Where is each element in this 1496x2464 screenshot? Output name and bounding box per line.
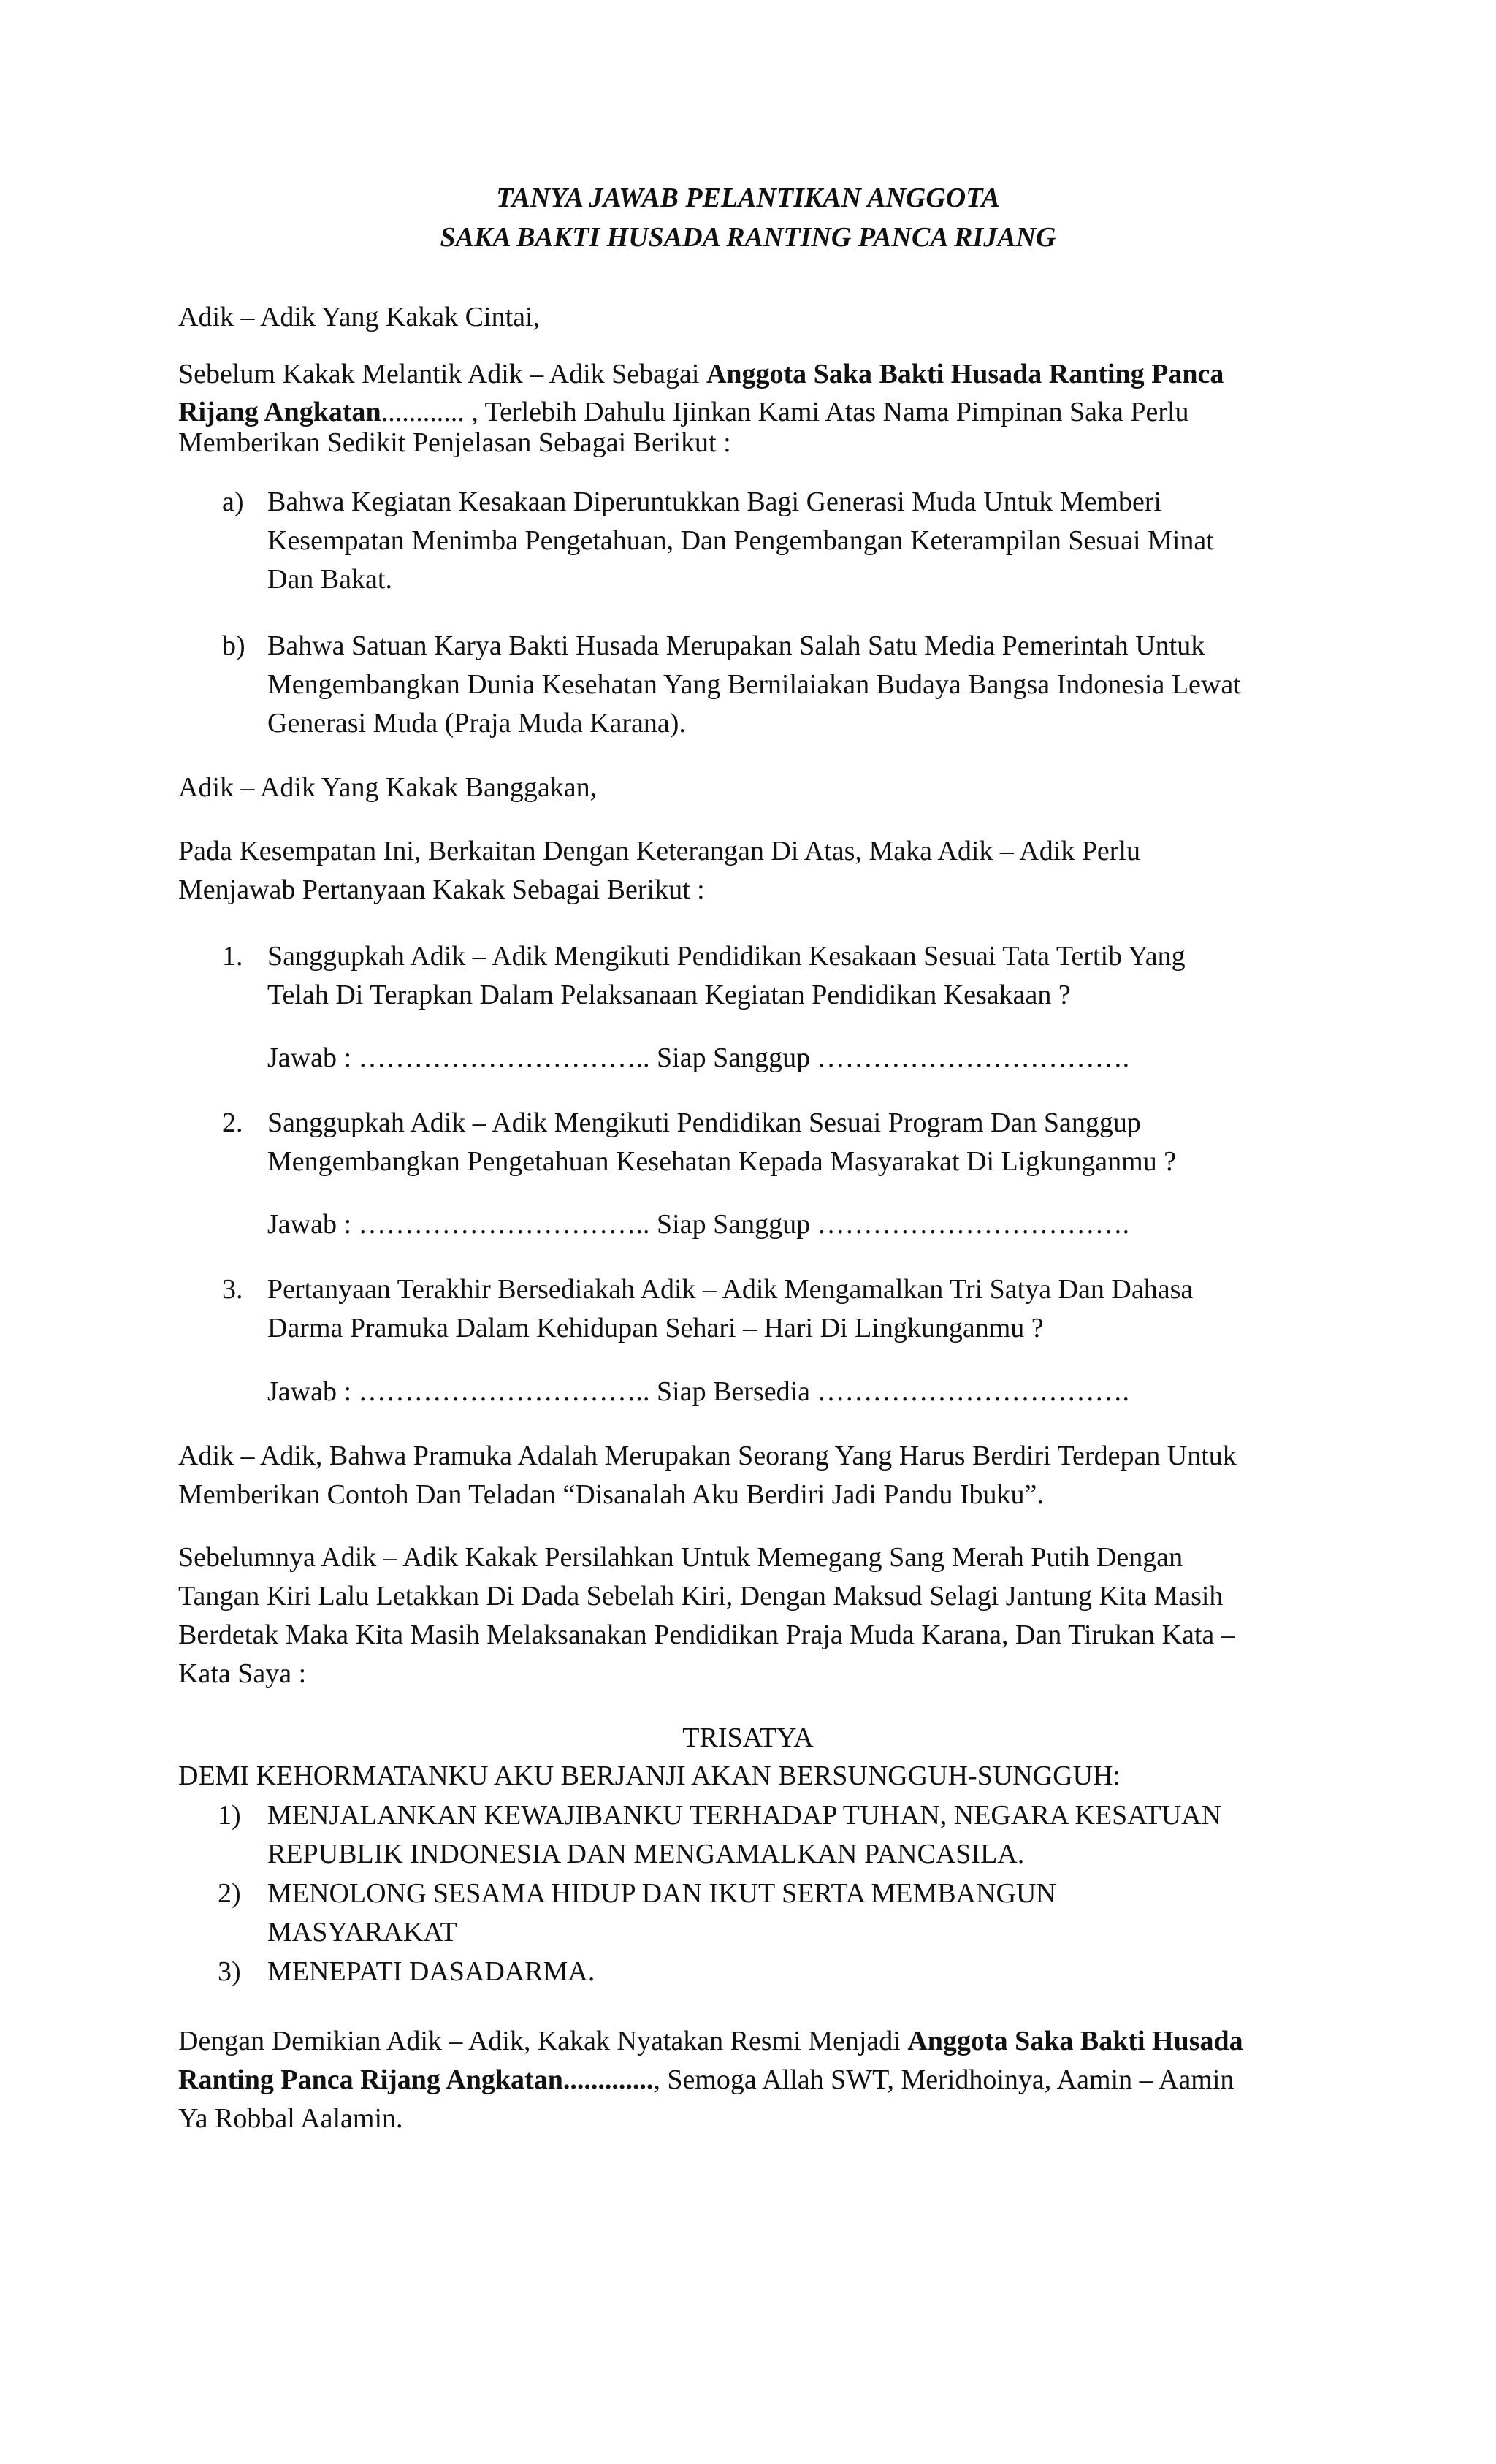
point-a-line-2: Kesempatan Menimba Pengetahuan, Dan Pengembangan Keterampilan Sesuai Minat — [267, 525, 1214, 556]
point-a-marker: a) — [222, 487, 244, 517]
trisatya-1-marker: 1) — [218, 1800, 241, 1831]
closing-text: Dengan Demikian Adik – Adik, Kakak Nyatakan Resmi Menjadi — [178, 2026, 908, 2056]
pramuka-line-2: Memberikan Contoh Dan Teladan “Disanalah Aku Berdiri Jadi Pandu Ibuku”. — [178, 1479, 1044, 1510]
closing-line-3: Ya Robbal Aalamin. — [178, 2103, 403, 2134]
intro-text: ............ , Terlebih Dahulu Ijinkan Kami Atas Nama Pimpinan Saka Perlu — [381, 397, 1189, 427]
question-3-line-1: Pertanyaan Terakhir Bersediakah Adik – Adik Mengamalkan Tri Satya Dan Dahasa — [267, 1274, 1194, 1305]
point-b-line-1: Bahwa Satuan Karya Bakti Husada Merupakan Salah Satu Media Pemerintah Untuk — [267, 630, 1205, 661]
question-1-answer: Jawab : ………………………….. Siap Sanggup ……………………………. — [267, 1042, 1130, 1073]
greeting-cintai: Adik – Adik Yang Kakak Cintai, — [178, 302, 541, 332]
trisatya-2-marker: 2) — [218, 1878, 241, 1909]
question-2-marker: 2. — [222, 1107, 243, 1138]
questions-intro-line-2: Menjawab Pertanyaan Kakak Sebagai Berikut : — [178, 874, 705, 905]
question-1-line-2: Telah Di Terapkan Dalam Pelaksanaan Kegiatan Pendidikan Kesakaan ? — [267, 980, 1071, 1010]
instruction-line-1: Sebelumnya Adik – Adik Kakak Persilahkan Untuk Memegang Sang Merah Putih Dengan — [178, 1542, 1183, 1573]
intro-line-1 — [178, 355, 1224, 394]
question-2-line-1: Sanggupkah Adik – Adik Mengikuti Pendidikan Sesuai Program Dan Sanggup — [267, 1107, 1141, 1138]
question-2-line-2: Mengembangkan Pengetahuan Kesehatan Kepada Masyarakat Di Ligkunganmu ? — [267, 1146, 1177, 1177]
instruction-line-2: Tangan Kiri Lalu Letakkan Di Dada Sebelah Kiri, Dengan Maksud Selagi Jantung Kita Masih — [178, 1581, 1224, 1611]
trisatya-oath: DEMI KEHORMATANKU AKU BERJANJI AKAN BERSUNGGUH-SUNGGUH: — [178, 1761, 1121, 1791]
trisatya-3-line-1: MENEPATI DASADARMA. — [267, 1956, 595, 1987]
closing-bold-text: Ranting Panca Rijang Angkatan............. — [178, 2064, 654, 2095]
closing-line-2 — [178, 2061, 1234, 2099]
greeting-banggakan: Adik – Adik Yang Kakak Banggakan, — [178, 772, 598, 803]
point-b-marker: b) — [222, 630, 245, 661]
instruction-line-4: Kata Saya : — [178, 1658, 307, 1689]
intro-bold-text: Rijang Angkatan — [178, 397, 381, 427]
trisatya-heading: TRISATYA — [682, 1723, 814, 1753]
point-a-line-1: Bahwa Kegiatan Kesakaan Diperuntukkan Bagi Generasi Muda Untuk Memberi — [267, 487, 1162, 517]
trisatya-2-line-2: MASYARAKAT — [267, 1917, 457, 1948]
instruction-line-3: Berdetak Maka Kita Masih Melaksanakan Pendidikan Praja Muda Karana, Dan Tirukan Kata – — [178, 1620, 1235, 1650]
closing-line-1 — [178, 2022, 1243, 2061]
intro-text: Sebelum Kakak Melantik Adik – Adik Sebagai — [178, 359, 706, 389]
trisatya-1-line-2: REPUBLIK INDONESIA DAN MENGAMALKAN PANCASILA. — [267, 1839, 1025, 1869]
question-3-line-2: Darma Pramuka Dalam Kehidupan Sehari – Hari Di Lingkunganmu ? — [267, 1313, 1044, 1343]
title-line-1: TANYA JAWAB PELANTIKAN ANGGOTA — [496, 183, 1000, 213]
question-1-line-1: Sanggupkah Adik – Adik Mengikuti Pendidikan Kesakaan Sesuai Tata Tertib Yang — [267, 941, 1186, 972]
point-a-line-3: Dan Bakat. — [267, 564, 392, 595]
trisatya-1-line-1: MENJALANKAN KEWAJIBANKU TERHADAP TUHAN, NEGARA KESATUAN — [267, 1800, 1222, 1831]
trisatya-3-marker: 3) — [218, 1956, 241, 1987]
closing-bold-text: Anggota Saka Bakti Husada — [907, 2026, 1243, 2056]
intro-bold-text: Anggota Saka Bakti Husada Ranting Panca — [706, 359, 1224, 389]
point-b-line-2: Mengembangkan Dunia Kesehatan Yang Bernilaiakan Budaya Bangsa Indonesia Lewat — [267, 669, 1241, 700]
pramuka-line-1: Adik – Adik, Bahwa Pramuka Adalah Merupakan Seorang Yang Harus Berdiri Terdepan Untuk — [178, 1441, 1237, 1471]
trisatya-2-line-1: MENOLONG SESAMA HIDUP DAN IKUT SERTA MEMBANGUN — [267, 1878, 1056, 1909]
closing-text: , Semoga Allah SWT, Meridhoinya, Aamin – Aamin — [653, 2064, 1234, 2095]
question-3-marker: 3. — [222, 1274, 243, 1305]
question-3-answer: Jawab : ………………………….. Siap Bersedia ……………………………. — [267, 1376, 1130, 1407]
title-line-2: SAKA BAKTI HUSADA RANTING PANCA RIJANG — [440, 222, 1056, 253]
point-b-line-3: Generasi Muda (Praja Muda Karana). — [267, 708, 686, 739]
intro-line-3: Memberikan Sedikit Penjelasan Sebagai Berikut : — [178, 427, 731, 458]
question-1-marker: 1. — [222, 941, 243, 972]
question-2-answer: Jawab : ………………………….. Siap Sanggup ……………………………. — [267, 1209, 1130, 1240]
questions-intro-line-1: Pada Kesempatan Ini, Berkaitan Dengan Keterangan Di Atas, Maka Adik – Adik Perlu — [178, 836, 1140, 866]
